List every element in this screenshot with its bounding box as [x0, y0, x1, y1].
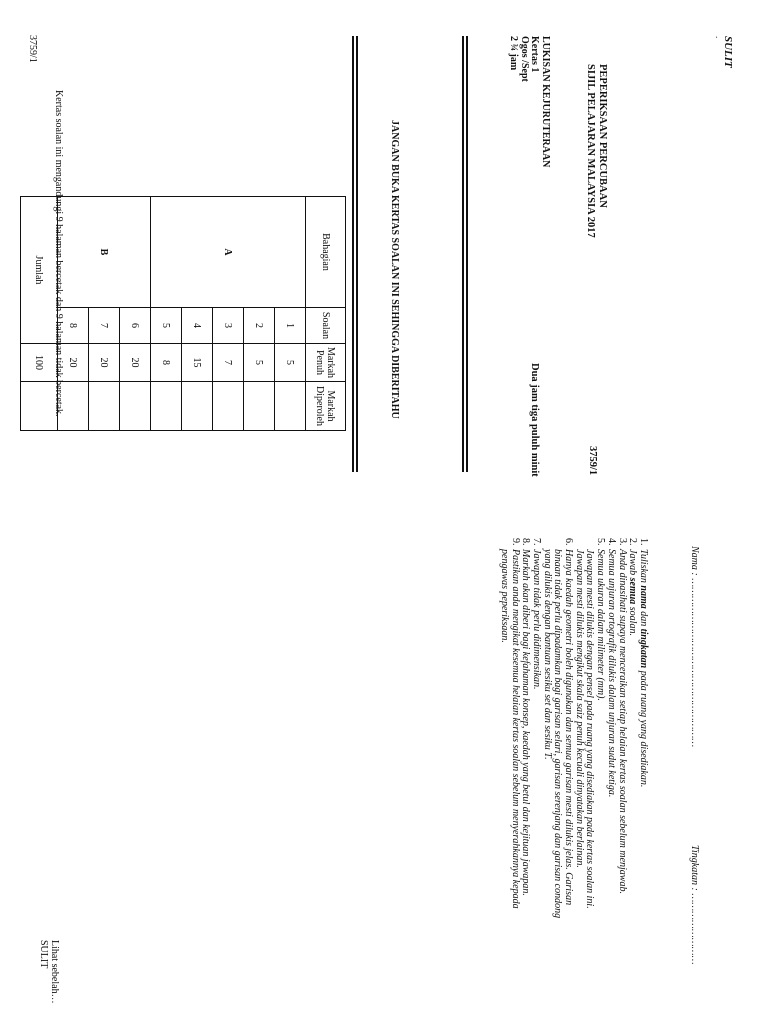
marks-obtained-cell: [275, 382, 306, 431]
exam-name: PEPERIKSAAN PERCUBAAN: [597, 64, 608, 208]
section-a: A: [151, 197, 306, 308]
instructions-list: [498, 538, 648, 998]
table-header-row: [306, 197, 346, 431]
candidate-name-line: Nama : …………………………………………………: [689, 546, 700, 748]
double-rule-top-1: [466, 36, 468, 472]
table-total-row: [21, 197, 58, 431]
total-full-marks: 100: [21, 344, 58, 382]
paper-number: Kertas 1: [529, 36, 541, 73]
marks-obtained-cell: [244, 382, 275, 431]
full-marks: 5: [275, 344, 306, 382]
full-marks: 5: [244, 344, 275, 382]
turn-over-note: Lihat sebelah…: [49, 940, 60, 1004]
question-number: 6: [120, 308, 151, 344]
question-number: 1: [275, 308, 306, 344]
double-rule-top-2: [462, 36, 464, 472]
instruction-item: 3. Anda dinasihati supaya menceraikan setiap helaian kertas soalan sebelum menjawab.: [616, 538, 628, 894]
marks-obtained-cell: [182, 382, 213, 431]
instruction-item: 4. Semua unjuran ortografik dilukis dalam unjuran sudut ketiga.: [605, 538, 617, 798]
question-number: 7: [89, 308, 120, 344]
do-not-open-warning: JANGAN BUKA KERTAS SOALAN INI SEHINGGA DIBERITAHU: [389, 120, 400, 419]
paper-code-header: 3759/1: [587, 446, 598, 476]
header-full-marks: Markah Penuh: [306, 344, 346, 382]
question-number: 4: [182, 308, 213, 344]
pages-note: Kertas soalan ini mengandungi 9 halaman bercetak dan 9 halaman tidak bercetak.: [53, 90, 64, 417]
subject-block: [508, 36, 550, 167]
duration-hours: [508, 36, 519, 167]
header-question: Soalan: [306, 308, 346, 344]
certificate-name: SIJIL PELAJARAN MALAYSIA 2017: [585, 64, 596, 238]
question-number: 8: [58, 308, 89, 344]
full-marks: 20: [120, 344, 151, 382]
instruction-item: 9. Pastikan anda mengikat kesemua helaian kertas soalan sebelum menyerahkannya kepada pengawas peperiksaan.: [498, 538, 521, 909]
candidate-form-line: Tingkatan : ……………………: [689, 845, 700, 965]
full-marks: 20: [89, 344, 120, 382]
duration-text: Dua jam tiga puluh minit: [529, 363, 540, 477]
marks-table: [20, 196, 346, 431]
instruction-item: 2. Jawab semua soalan.: [627, 538, 639, 636]
subject-title: LUKISAN KEJURUTERAAN: [540, 36, 551, 168]
marks-obtained-cell: [120, 382, 151, 431]
full-marks: 7: [213, 344, 244, 382]
table-row: [275, 197, 306, 431]
confidential-label-bottom: SULIT: [38, 940, 49, 969]
double-rule-bottom-1: [356, 36, 358, 472]
instruction-item: 5. Semua ukuran dalam milimeter (mm). Jawapan mesti dilukis dengan pensel pada ruang yang disediakan pada kertas soalan ini. Jawapan mesti dilukis mengikut skala saiz penuh kecuali dinyatakan berlainan.: [573, 538, 607, 909]
exam-session: Ogos /Sept: [518, 36, 530, 82]
paper-code-footer: 3759/1: [27, 35, 38, 63]
table-row: [120, 197, 151, 431]
hours-fraction: ¾: [508, 43, 520, 51]
instruction-item: 1. Tuliskan nama dan tingkatan pada ruang yang disediakan.: [638, 538, 649, 788]
marks-obtained-cell: [151, 382, 182, 431]
total-obtained-cell: [21, 382, 58, 431]
question-number: 2: [244, 308, 275, 344]
full-marks: 15: [182, 344, 213, 382]
full-marks: 8: [151, 344, 182, 382]
instruction-item: 7. Jawapan tidak perlu didimensikan.: [530, 538, 542, 690]
full-marks: 20: [58, 344, 89, 382]
section-b: B: [58, 197, 151, 308]
header-marks-obtained: Markah Diperoleh: [306, 382, 346, 431]
instruction-item: 6. Hanya kaedah geometri boleh digunakan dan semua garisan mesti dilukis jelas. Garisan binaan tidak perlu dipadamkan bagi garisan selari, garisan serenjang dan garisan condong yang dilukis dengan bantuan sesiku set dan sesiku T.: [541, 538, 575, 919]
instruction-item: 8. Markah akan diberi bagi kefahaman konsep, kaedah yang betul dan kejituan jawapan.: [520, 538, 532, 896]
exam-header: [584, 64, 608, 238]
question-number: 3: [213, 308, 244, 344]
stray-dot: .: [714, 36, 724, 39]
confidential-label-top: SULIT: [722, 36, 734, 68]
total-label: Jumlah: [21, 197, 58, 344]
double-rule-bottom-2: [352, 36, 354, 472]
marks-obtained-cell: [213, 382, 244, 431]
marks-obtained-cell: [89, 382, 120, 431]
header-section: Bahagian: [306, 197, 346, 308]
question-number: 5: [151, 308, 182, 344]
hours-whole: 2: [508, 36, 520, 41]
hours-unit: jam: [508, 53, 520, 71]
